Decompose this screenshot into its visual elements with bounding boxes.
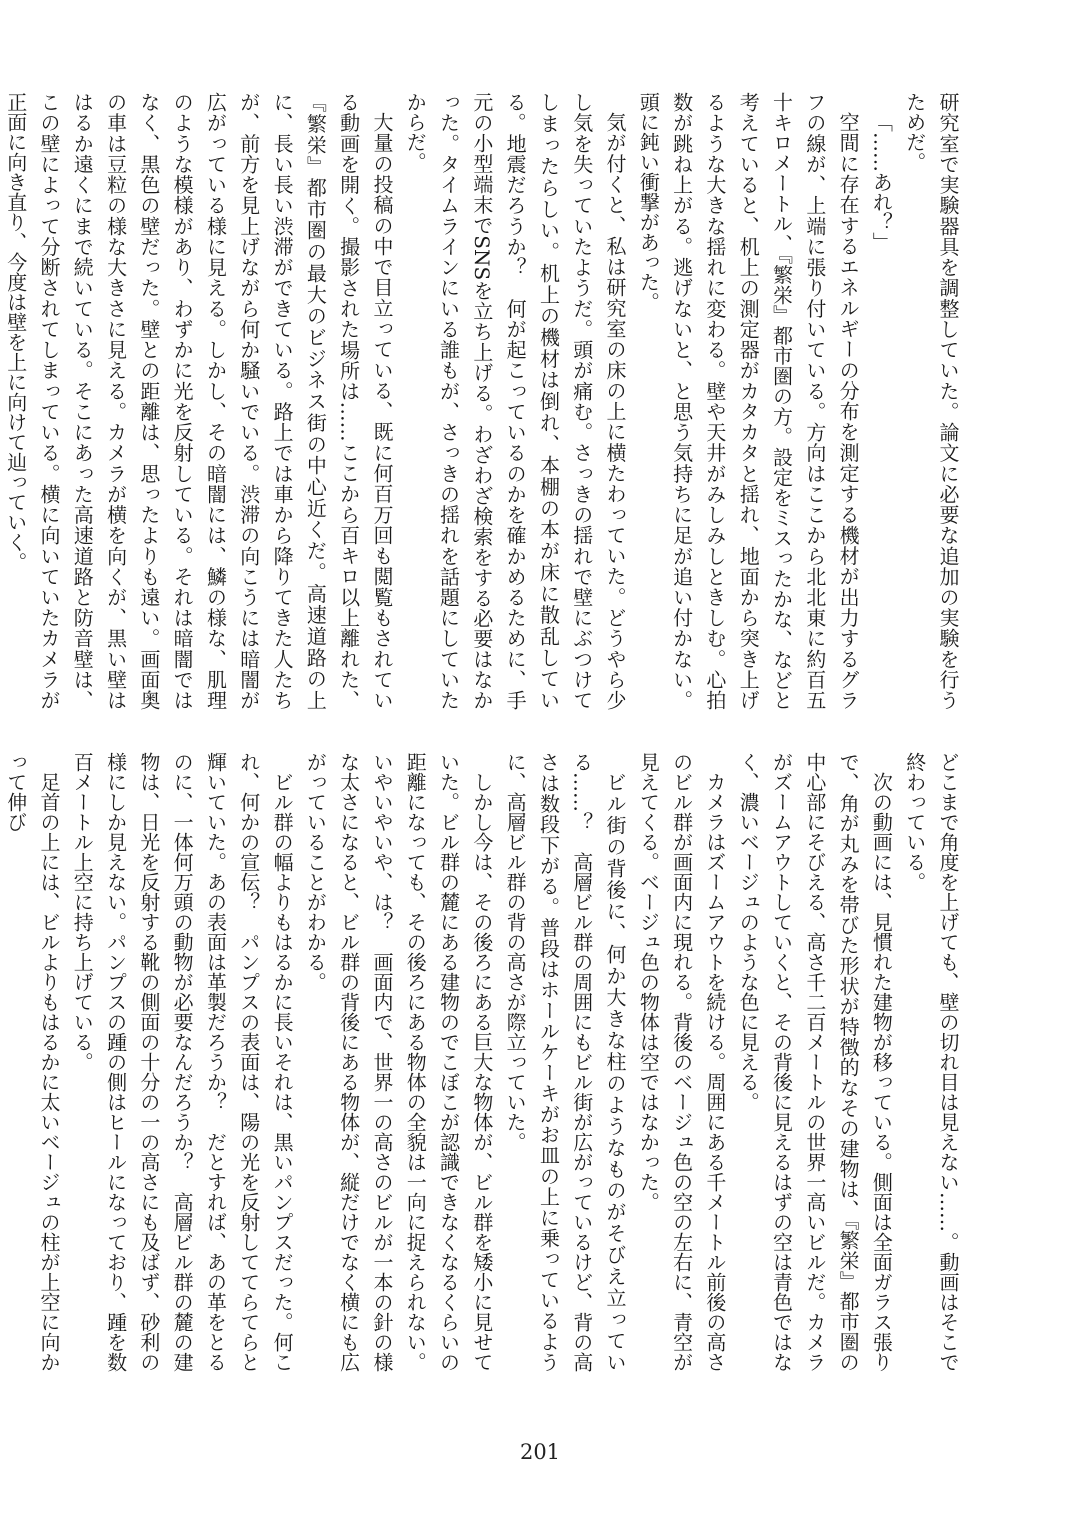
paragraph: ビル街の背後に、何か大きな柱のようなものがそびえ立っている……？ 高層ビル群の周囲にもビル街が広がっているけど、背の高さは数段下がる。普段はホールケーキがお皿の上に乗っているように、高層ビル群の背の高さが際立っていた。: [503, 752, 628, 1372]
text-block-top: [3, 92, 964, 710]
paragraph: 気が付くと、私は研究室の床の上に横たわっていた。どうやら少し気を失っていたようだ。頭が痛む。さっきの揺れで壁にぶつけてしまったらしい。机上の機材は倒れ、本棚の本が床に散乱している。地震だろうか？ 何が起こっているのかを確かめるために、手元の小型端末でSNSを立ち上げる。わざわざ検索をする必要はなかった。タイムラインにいる誰もが、さっきの揺れを話題にしていたからだ。: [403, 92, 628, 710]
paragraph: カメラはズームアウトを続ける。周囲にある千メートル前後の高さのビル群が画面内に現れる。背後のベージュ色の空の左右に、青空が見えてくる。ベージュ色の物体は空ではなかった。: [636, 752, 727, 1372]
paragraph: 「……あれ？」: [869, 112, 894, 252]
paragraph: 空間に存在するエネルギーの分布を測定する機材が出力するグラフの線が、上端に張り付いている。方向はここから北北東に約百五十キロメートル、『繁栄』都市圏の方。設定をミスったかな、などと考えていると、机上の測定器がカタカタと揺れ、地面から突き上げるような大きな揺れに変わる。壁や天井がみしみしときしむ。心拍数が跳ね上がる。逃げないと、と思う気持ちに足が追い付かない。頭に鈍い衝撃があった。: [636, 92, 861, 710]
paragraph: どこまで角度を上げても、壁の切れ目は見えない……。動画はそこで終わっている。: [902, 752, 960, 1372]
paragraph: 研究室で実験器具を調整していた。論文に必要な追加の実験を行うためだ。: [902, 92, 960, 710]
page-number: 201: [519, 1440, 561, 1464]
text-block-bottom: [3, 752, 964, 1372]
paragraph: しかし今は、その後ろにある巨大な物体が、ビル群を矮小に見せていた。ビル群の麓にある建物のでこぼこが認識できなくなるくらいの距離になっても、その後ろにある物体の全貌は一向に捉えられない。いやいやいや、は？ 画面内で、世界一の高さのビルが一本の針の様な太さになると、ビル群の背後にある物体が、縦だけでなく横にも広がっていることがわかる。: [303, 752, 494, 1372]
paragraph: 大量の投稿の中で目立っている、既に何百万回も閲覧もされている動画を開く。撮影された場所は……ここから百キロ以上離れた、『繁栄』都市圏の最大のビジネス街の中心近くだ。高速道路の上に、長い長い渋滞ができている。路上では車から降りてきた人たちが、前方を見上げながら何か騒いでいる。渋滞の向こうには暗闇が広がっている様に見える。しかし、その暗闇には、鱗の様な、肌理のような模様があり、わずかに光を反射している。それは暗闇ではなく、黒色の壁だった。壁との距離は、思ったよりも遠い。画面奥の車は豆粒の様な大きさに見える。カメラが横を向くが、黒い壁ははるか遠くにまで続いている。そこにあった高速道路と防音壁は、この壁によって分断されてしまっている。横に向いていたカメラが正面に向き直り、今度は壁を上に向けて辿っていく。: [3, 92, 394, 710]
paragraph: ビル群の幅よりもはるかに長いそれは、黒いパンプスだった。何これ、何かの宣伝？ パンプスの表面は、陽の光を反射しててらてらと輝いていた。あの表面は革製だろうか？ だとすれば、あの革をとるのに、一体何万頭の動物が必要なんだろうか？ 高層ビル群の麓の建物は、日光を反射する靴の側面の十分の一の高さにも及ばず、砂利の様にしか見えない。パンプスの踵の側はヒールになっており、踵を数百メートル上空に持ち上げている。: [70, 752, 295, 1372]
paragraph: 次の動画には、見慣れた建物が移っている。側面は全面ガラス張りで、角が丸みを帯びた形状が特徴的なその建物は、『繁栄』都市圏の中心部にそびえる、高さ千二百メートルの世界一高いビルだ。カメラがズームアウトしていくと、その背後に見えるはずの空は青色ではなく、濃いベージュのような色に見える。: [736, 752, 894, 1372]
paragraph: 足首の上には、ビルよりもはるかに太いベージュの柱が上空に向かって伸び: [3, 752, 61, 1372]
